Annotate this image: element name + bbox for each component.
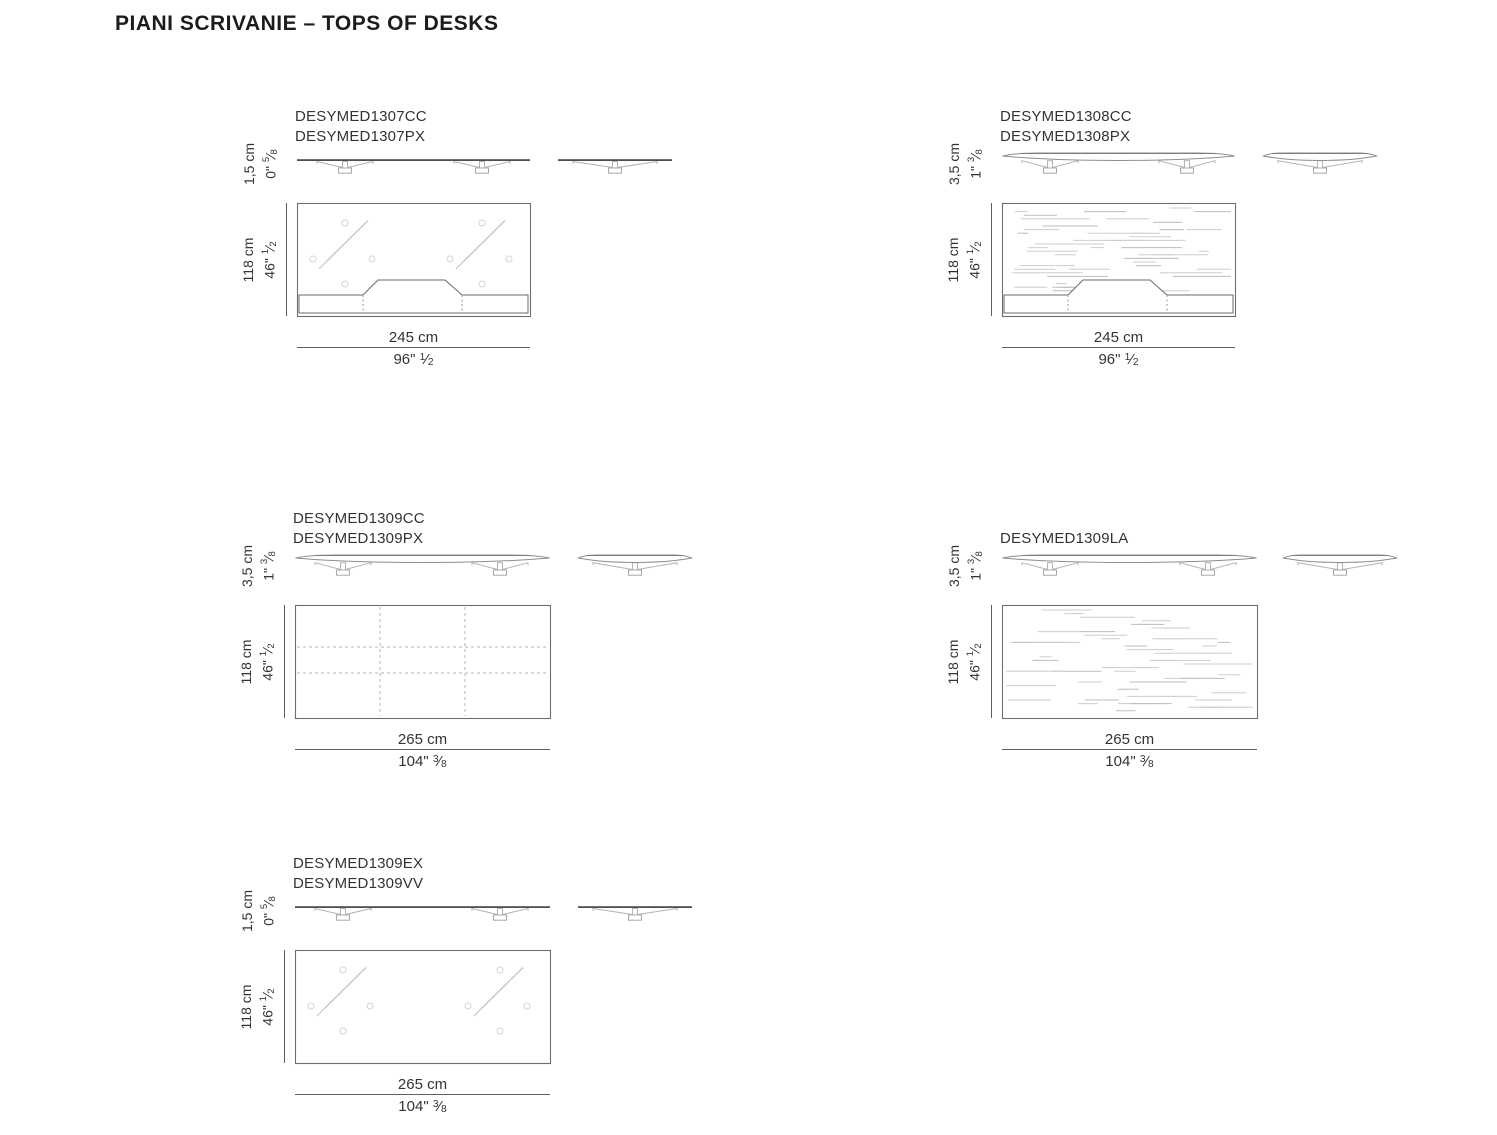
end-profile-drawing xyxy=(578,553,692,585)
thickness-cm: 3,5 cm xyxy=(946,143,962,186)
page-title: PIANI SCRIVANIE – TOPS OF DESKS xyxy=(115,12,499,35)
thickness-dimension-label xyxy=(239,534,279,598)
end-profile-drawing xyxy=(558,151,672,183)
height-dimension-line xyxy=(991,203,992,316)
height-inches: 46" $^1⁄_2$ xyxy=(965,643,985,681)
top-view-drawing xyxy=(295,605,552,720)
thickness-cm: 3,5 cm xyxy=(946,545,962,588)
support-bracket xyxy=(472,908,528,920)
height-dimension-line xyxy=(284,950,285,1063)
dashed-grid-lines xyxy=(297,607,548,716)
thickness-cm: 1,5 cm xyxy=(241,143,257,186)
thickness-inches: 1" $^3⁄_8$ xyxy=(966,149,986,179)
thickness-inches: 0" $^5⁄_8$ xyxy=(261,149,281,179)
end-profile-drawing xyxy=(578,898,692,930)
width-inches: 104" $^3⁄_8$ xyxy=(398,753,447,771)
glass-reflection-marks xyxy=(310,220,512,287)
support-bracket xyxy=(1278,160,1362,173)
width-inches: 104" $^3⁄_8$ xyxy=(1105,753,1154,771)
top-view-drawing xyxy=(297,203,532,318)
height-cm: 118 cm xyxy=(945,237,961,283)
product-code: DESYMED1309CC xyxy=(293,510,425,527)
modesty-panel-outline xyxy=(1004,280,1233,313)
height-inches: 46" $^1⁄_2$ xyxy=(260,241,280,279)
height-dimension-label xyxy=(945,630,985,694)
product-code: DESYMED1308PX xyxy=(1000,128,1131,145)
wood-grain-texture xyxy=(1006,610,1253,711)
width-inches: 104" $^3⁄_8$ xyxy=(398,1098,447,1116)
top-view-drawing xyxy=(1002,203,1237,318)
support-bracket xyxy=(315,908,371,920)
end-profile-drawing xyxy=(1283,553,1397,585)
product-code: DESYMED1307PX xyxy=(295,128,426,145)
product-code: DESYMED1308CC xyxy=(1000,108,1132,125)
thickness-inches: 1" $^3⁄_8$ xyxy=(966,551,986,581)
support-bracket xyxy=(1159,160,1215,173)
support-bracket xyxy=(593,908,677,920)
glass-reflection-marks xyxy=(308,967,530,1034)
thickness-inches: 0" $^5⁄_8$ xyxy=(259,896,279,926)
product-code: DESYMED1309LA xyxy=(1000,530,1129,547)
width-cm: 265 cm xyxy=(397,1076,448,1093)
diagram-DESYMED1308CC xyxy=(932,103,1497,388)
height-cm: 118 cm xyxy=(238,639,254,685)
height-dimension-label xyxy=(238,975,278,1039)
side-profile-drawing xyxy=(1002,553,1257,585)
width-dimension-line xyxy=(297,347,530,348)
side-profile-drawing xyxy=(295,898,550,930)
support-bracket xyxy=(472,562,528,575)
thickness-cm: 3,5 cm xyxy=(239,545,255,588)
product-code: DESYMED1309PX xyxy=(293,530,424,547)
thickness-dimension-label xyxy=(946,132,986,196)
height-inches: 46" $^1⁄_2$ xyxy=(965,241,985,279)
thickness-dimension-label xyxy=(946,534,986,598)
width-inches: 96" $^1⁄_2$ xyxy=(1098,351,1139,369)
support-bracket xyxy=(315,562,371,575)
height-dimension-label xyxy=(945,228,985,292)
thickness-cm: 1,5 cm xyxy=(239,890,255,933)
diagram-DESYMED1307CC xyxy=(227,103,810,388)
height-cm: 118 cm xyxy=(238,984,254,1030)
product-code: DESYMED1309EX xyxy=(293,855,424,872)
width-dimension-line xyxy=(1002,347,1235,348)
diagram-DESYMED1309EX xyxy=(225,850,830,1135)
height-cm: 118 cm xyxy=(945,639,961,685)
wood-grain-texture xyxy=(1012,208,1231,291)
side-profile-drawing xyxy=(295,553,550,585)
support-bracket xyxy=(1022,160,1078,173)
support-bracket xyxy=(1298,562,1382,575)
height-dimension-line xyxy=(286,203,287,316)
thickness-inches: 1" $^3⁄_8$ xyxy=(259,551,279,581)
support-bracket xyxy=(573,161,657,173)
thickness-dimension-label xyxy=(241,132,281,196)
thickness-dimension-label xyxy=(239,879,279,943)
width-cm: 265 cm xyxy=(397,731,448,748)
top-view-drawing xyxy=(1002,605,1259,720)
width-dimension-line xyxy=(1002,749,1257,750)
support-bracket xyxy=(317,161,373,173)
side-profile-drawing xyxy=(297,151,530,183)
height-inches: 46" $^1⁄_2$ xyxy=(258,988,278,1026)
support-bracket xyxy=(1180,562,1236,575)
width-dimension-line xyxy=(295,749,550,750)
support-bracket xyxy=(1022,562,1078,575)
width-cm: 245 cm xyxy=(388,329,439,346)
end-profile-drawing xyxy=(1263,151,1377,183)
height-dimension-line xyxy=(991,605,992,718)
support-bracket xyxy=(593,562,677,575)
diagram-DESYMED1309LA xyxy=(932,505,1497,790)
product-code: DESYMED1307CC xyxy=(295,108,427,125)
width-dimension-line xyxy=(295,1094,550,1095)
diagram-DESYMED1309CC xyxy=(225,505,830,790)
height-dimension-line xyxy=(284,605,285,718)
modesty-panel-outline xyxy=(299,280,528,313)
width-cm: 245 cm xyxy=(1093,329,1144,346)
top-view-drawing xyxy=(295,950,552,1065)
support-bracket xyxy=(454,161,510,173)
height-dimension-label xyxy=(238,630,278,694)
width-inches: 96" $^1⁄_2$ xyxy=(393,351,434,369)
product-code: DESYMED1309VV xyxy=(293,875,424,892)
height-cm: 118 cm xyxy=(240,237,256,283)
height-inches: 46" $^1⁄_2$ xyxy=(258,643,278,681)
side-profile-drawing xyxy=(1002,151,1235,183)
width-cm: 265 cm xyxy=(1104,731,1155,748)
height-dimension-label xyxy=(240,228,280,292)
